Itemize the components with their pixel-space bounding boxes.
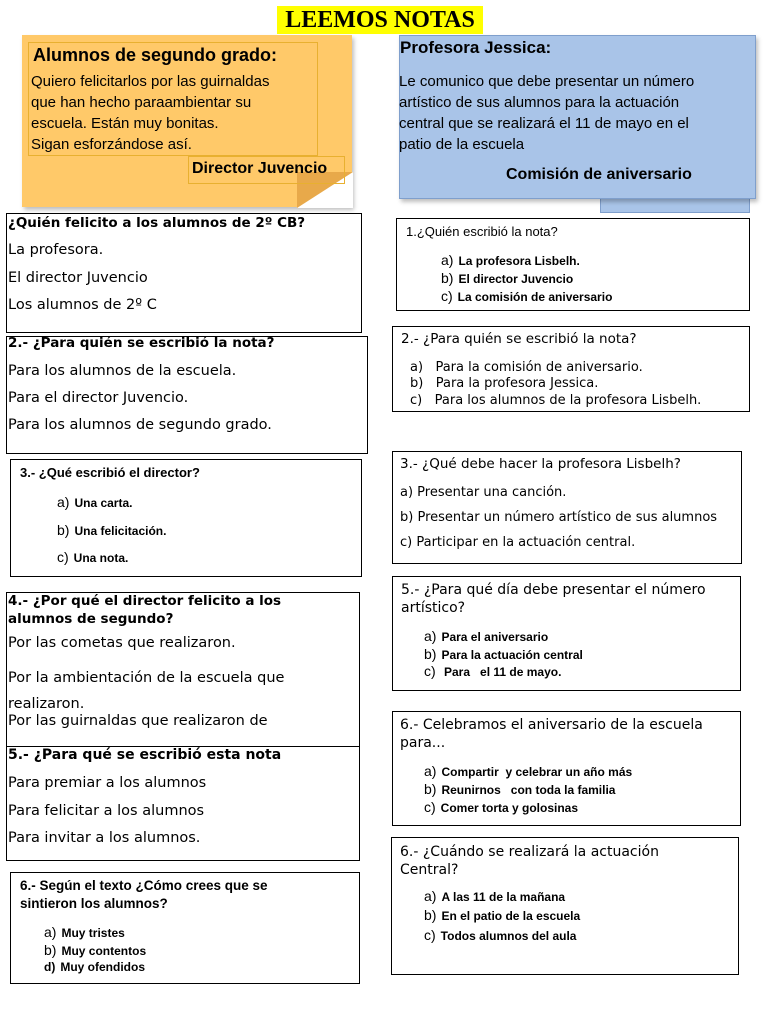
answer-option[interactable]: Por las cometas que realizaron. [8, 635, 236, 651]
option-text: Para la actuación central [441, 648, 583, 662]
option-letter: d) [44, 960, 56, 974]
option-letter: a) [57, 494, 70, 510]
option-text: En el patio de la escuela [441, 909, 581, 923]
question-line: 4.- ¿Por qué el director felicito a los [8, 593, 282, 609]
question-line: artístico? [401, 600, 466, 616]
answer-option[interactable]: El director Juvencio [8, 270, 148, 286]
answer-option[interactable]: realizaron. [8, 696, 85, 712]
question-text: 3.- ¿Qué debe hacer la profesora Lisbelh? [400, 456, 681, 472]
answer-option[interactable]: Para los alumnos de segundo grado. [8, 417, 272, 433]
answer-option[interactable]: La profesora. [8, 242, 104, 258]
answer-option[interactable] [410, 393, 701, 408]
answer-option[interactable]: Para felicitar a los alumnos [8, 803, 205, 819]
option-text: Para el aniversario [441, 630, 549, 644]
option-letter: b) [410, 376, 424, 391]
question-line: para... [400, 735, 446, 751]
option-letter: c) [57, 549, 69, 565]
answer-option[interactable] [424, 799, 578, 815]
answer-option[interactable] [424, 628, 548, 644]
option-letter: c) [424, 663, 436, 679]
option-letter: a) [410, 360, 424, 375]
option-text: Para los alumnos de la profesora Lisbelh. [434, 393, 702, 408]
answer-option[interactable] [44, 960, 145, 974]
option-letter: a) [424, 628, 437, 644]
page-title: LEEMOS NOTAS [277, 6, 483, 34]
note-signature: Director Juvencio [192, 160, 328, 177]
option-letter: c) [424, 927, 436, 943]
question-text [400, 716, 703, 752]
question-line: Central? [400, 862, 459, 878]
note-signature: Comisión de aniversario [506, 166, 692, 183]
option-letter: b) [424, 907, 437, 923]
question-text: 3.- ¿Qué escribió el director? [20, 465, 200, 480]
question-text: 2.- ¿Para quién se escribió la nota? [8, 335, 275, 351]
option-text: Muy ofendidos [60, 960, 145, 974]
option-letter: c) [424, 799, 436, 815]
option-text: Comer torta y golosinas [440, 801, 579, 815]
question-text: ¿Quién felicito a los alumnos de 2º CB? [8, 215, 306, 231]
answer-option[interactable] [44, 942, 146, 958]
option-letter: a) [424, 763, 437, 779]
option-letter: b) [441, 270, 454, 286]
option-text: Para la comisión de aniversario. [435, 360, 643, 375]
answer-option[interactable] [57, 494, 132, 510]
option-text: La comisión de aniversario [457, 290, 613, 304]
note-body [399, 71, 749, 155]
option-letter: b) [424, 646, 437, 662]
answer-option[interactable] [424, 907, 580, 923]
note-heading: Profesora Jessica: [400, 38, 552, 57]
option-text: Reunirnos con toda la familia [441, 783, 616, 797]
answer-option[interactable] [424, 927, 576, 943]
answer-option[interactable]: Para premiar a los alumnos [8, 775, 207, 791]
note-line: escuela. Están muy bonitas. [31, 115, 219, 132]
answer-option[interactable] [424, 646, 583, 662]
question-line: sintieron los alumnos? [20, 896, 168, 911]
question-text: 2.- ¿Para quién se escribió la nota? [401, 331, 637, 347]
answer-option[interactable]: Por las guirnaldas que realizaron de [8, 713, 268, 729]
question-line: alumnos de segundo? [8, 611, 174, 627]
question-line: 6.- Según el texto ¿Cómo crees que se [20, 878, 268, 893]
option-letter: a) [441, 252, 454, 268]
answer-option[interactable] [424, 781, 615, 797]
answer-option[interactable] [424, 663, 561, 679]
answer-option[interactable]: Los alumnos de 2º C [8, 297, 157, 313]
answer-option[interactable]: a) Presentar una canción. [400, 485, 567, 500]
answer-option[interactable] [57, 549, 128, 565]
question-text [20, 877, 268, 913]
question-text [400, 843, 659, 879]
option-letter: c) [410, 393, 423, 408]
option-text: Para la profesora Jessica. [435, 376, 599, 391]
option-text: Una carta. [74, 496, 133, 510]
answer-option[interactable] [441, 252, 580, 268]
option-letter: b) [44, 942, 57, 958]
answer-option[interactable] [410, 360, 643, 375]
option-letter: b) [424, 781, 437, 797]
answer-option[interactable] [424, 763, 632, 779]
question-text: 1.¿Quién escribió la nota? [406, 224, 558, 239]
option-text: Compartir y celebrar un año más [441, 765, 633, 779]
note-line: central que se realizará el 11 de mayo en el [399, 115, 689, 132]
answer-option[interactable] [424, 888, 565, 904]
option-text: A las 11 de la mañana [441, 890, 566, 904]
note-line: Quiero felicitarlos por las guirnaldas [31, 73, 270, 90]
note-line: artístico de sus alumnos para la actuación [399, 94, 680, 111]
option-text: Una felicitación. [74, 524, 167, 538]
question-text [401, 581, 706, 617]
answer-option[interactable] [410, 376, 598, 391]
note-line: Le comunico que debe presentar un número [399, 73, 695, 90]
answer-option[interactable]: b) Presentar un número artístico de sus alumnos [400, 510, 718, 525]
option-letter: a) [424, 888, 437, 904]
answer-option[interactable] [57, 522, 166, 538]
answer-option[interactable] [441, 270, 573, 286]
option-letter: b) [57, 522, 70, 538]
answer-option[interactable] [44, 924, 125, 940]
option-text: Muy tristes [61, 926, 125, 940]
note-heading: Alumnos de segundo grado: [33, 45, 278, 65]
option-text: Todos alumnos del aula [440, 929, 577, 943]
option-text: Para el 11 de mayo. [440, 665, 562, 679]
answer-option[interactable]: Para los alumnos de la escuela. [8, 363, 237, 379]
question-line: 6.- Celebramos el aniversario de la escuela [400, 717, 703, 733]
question-text [8, 592, 281, 628]
note-line: que han hecho paraambientar su [31, 94, 252, 111]
answer-option[interactable]: Por la ambientación de la escuela que [8, 670, 285, 686]
question-text: 5.- ¿Para qué se escribió esta nota [8, 747, 282, 763]
option-text: Una nota. [73, 551, 129, 565]
question-line: 6.- ¿Cuándo se realizará la actuación [400, 844, 659, 860]
note-body [31, 71, 321, 155]
question-line: 5.- ¿Para qué día debe presentar el número [401, 582, 706, 598]
answer-option[interactable] [441, 288, 612, 304]
option-letter: c) [441, 288, 453, 304]
option-text: El director Juvencio [458, 272, 574, 286]
option-text: Muy contentos [61, 944, 147, 958]
note-line: patio de la escuela [399, 136, 525, 153]
option-text: La profesora Lisbelh. [458, 254, 580, 268]
answer-option[interactable]: c) Participar en la actuación central. [400, 535, 636, 550]
answer-option[interactable]: Para invitar a los alumnos. [8, 830, 201, 846]
option-letter: a) [44, 924, 57, 940]
note-line: Sigan esforzándose así. [31, 136, 192, 153]
answer-option[interactable]: Para el director Juvencio. [8, 390, 189, 406]
